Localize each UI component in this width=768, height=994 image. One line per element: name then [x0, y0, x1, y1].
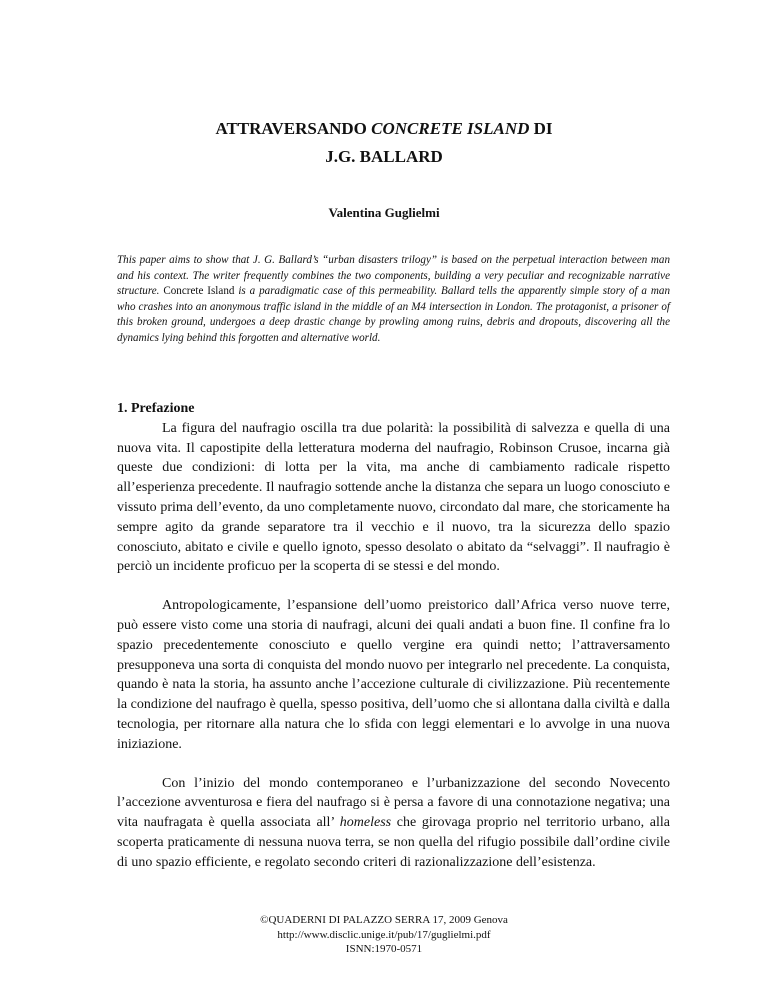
abstract-book-title: Concrete Island: [163, 285, 235, 298]
paragraph-1: La figura del naufragio oscilla tra due polarità: la possibilità di salvezza e quella di una nuova vita. Il capostipite della letteratura moderna del naufragio, Robinson Crusoe, incarna già queste due condizioni: di lotta per la vita, ma anche di cambiamento radicale rispetto all’esperienza precedente. Il naufragio sottende anche la distanza che separa un luogo conosciuto e vissuto prima dell’evento, da uno completamente nuovo, circondato dal mare, che storicamente ha sempre agito da grande separatore tra il vecchio e il nuovo, tra la sicurezza dello spazio conosciuto, abitato e civile e quello ignoto, spesso desolato o abitato da “selvaggi”. Il naufragio è perciò un incidente proficuo per la scoperta di se stessi e del mondo.: [117, 420, 670, 575]
abstract: [117, 253, 670, 347]
abstract-text-2: is a paradigmatic case of this permeability. Ballard tells the apparently simple story of a man who crashes into an anonymous traffic island in the middle of an M4 intersection in London. The protagonist, a prisoner of this broken ground, undergoes a deep drastic change by prowling among ruins, debris and dropouts, discovering all the dynamics lying behind this forgotten and alternative world.: [117, 285, 670, 344]
paragraph-3: [117, 774, 670, 873]
footer-url: http://www.disclic.unige.it/pub/17/guglielmi.pdf: [277, 928, 491, 941]
section-heading: 1. Prefazione: [117, 401, 195, 416]
title-suffix: DI: [529, 119, 553, 138]
author-name: Valentina Guglielmi: [328, 205, 440, 220]
paragraph-3-italic: homeless: [339, 815, 392, 831]
page-footer: [0, 913, 768, 957]
title-prefix: ATTRAVERSANDO: [215, 119, 372, 138]
body-section: [117, 399, 670, 892]
footer-copyright: ©QUADERNI DI PALAZZO SERRA 17, 2009 Genova: [260, 914, 508, 926]
title-line-1: [0, 115, 768, 143]
paper-title: [0, 115, 768, 171]
title-italic-work: CONCRETE ISLAND: [371, 119, 530, 138]
paragraph-3-text-2: che girovaga proprio nel territorio urbano, alla scoperta praticamente di nessuna nuova terra, se non quella del rifugio possibile dall’ordine civile di uno spazio efficiente, e regolato secondo criteri di razionalizzazione dell’esistenza.: [117, 815, 670, 870]
title-line-2: J.G. BALLARD: [325, 147, 443, 166]
paragraph-2: Antropologicamente, l’espansione dell’uomo preistorico dall’Africa verso nuove terre, può essere visto come una storia di naufragi, alcuni dei quali andati a buon fine. Il confine fra lo spazio precedentemente conosciuto e quello vergine era quindi netto; l’attraversamento presupponeva una sorta di conquista del mondo nuovo per integrarlo nel precedente. La conquista, quando è nata la storia, ha assunto anche l’accezione culturale di civilizzazione. Più recentemente la condizione del naufrago è quella, spesso positiva, dell’uomo che si allontana dalla civiltà e dalla tecnologia, per ritornare alla natura che lo sfida con leggi elementari e lo avvolge in una nuova iniziazione.: [117, 598, 670, 752]
paragraph-3-text-1: Con l’inizio del mondo contemporaneo e l’urbanizzazione del secondo Novecento l’accezione avventurosa e fiera del naufrago si è persa a favore di una connotazione negativa; una vita naufragata è quella associata all’: [117, 775, 670, 831]
abstract-text-1: This paper aims to show that J. G. Ballard’s “urban disasters trilogy” is based on the perpetual interaction between man and his context. The writer frequently combines the two components, building a very peculiar and recognizable narrative structure.: [117, 254, 670, 298]
footer-issn: ISNN:1970-0571: [345, 943, 423, 955]
